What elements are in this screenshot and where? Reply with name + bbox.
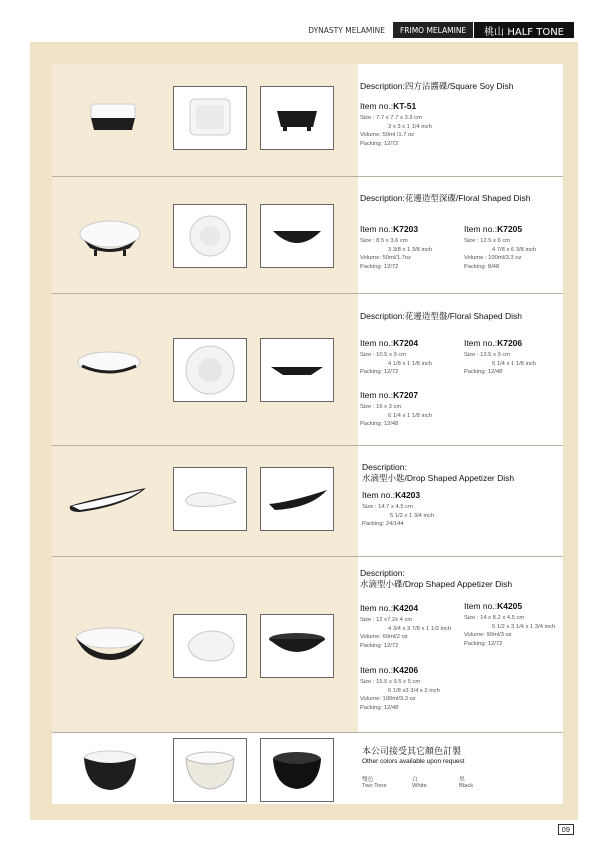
description: Description:四方沾醬碟/Square Soy Dish (360, 81, 514, 91)
spec-list: Size : 10.5 x 3 cm 4 1/8 x 1 1/8 inch Packing: 12/72 (360, 352, 433, 376)
floral-plate-black-photo (261, 339, 333, 401)
description: Description:花邊造型深碟/Floral Shaped Dish (360, 193, 531, 203)
floral-dish-top-photo (174, 205, 246, 267)
color-option: 白 White (412, 777, 427, 789)
spec-list: Size : 14 x 8.2 x 4.5 cm 5 1/2 x 3 1/4 x 1 3/4 inch Volume: 90ml/3 oz Packing: 12/72 (464, 615, 556, 647)
spec-list: Size : 14.7 x 4.5 cm 5 1/2 x 1 3/4 inch Packing: 24/144 (362, 504, 435, 528)
item-number: Item no.:K7205 (464, 224, 523, 234)
product-block (360, 193, 531, 204)
photo-frame (173, 467, 247, 531)
item-block (360, 329, 432, 377)
item-number: Item no.:KT-51 (360, 101, 417, 111)
section-divider (52, 556, 563, 557)
drop-spoon-black-photo (261, 468, 333, 530)
floral-plate-photo (76, 348, 142, 378)
catalog-panel (52, 64, 563, 804)
floral-plate-top-photo (174, 339, 246, 401)
description-title: 水滴型小匙/Drop Shaped Appetizer Dish (362, 473, 515, 483)
item-block (360, 215, 432, 271)
item-number: Item no.:K4203 (362, 490, 421, 500)
item-number: Item no.:K4206 (360, 665, 419, 675)
square-dish-photo (88, 100, 138, 134)
drop-spoon-photo (66, 482, 152, 516)
spec-list: Size : 13.5 x 3 cm 5 1/4 x 1 1/8 inch Packing: 12/48 (464, 352, 537, 376)
item-number: Item no.:K4204 (360, 603, 419, 613)
spec-list: Size : 12 x7.2x 4 cm 4 3/4 x 3 7/8 x 1 1/2 inch Volume: 60ml/2 oz Packing: 12/72 (360, 617, 452, 649)
section-divider (52, 293, 563, 294)
tab-frimo: FRIMO MELAMINE (392, 22, 473, 38)
page-number: 09 (558, 824, 574, 835)
product-block (362, 462, 514, 529)
item-block (464, 215, 536, 271)
spec-list: Size : 8.5 x 3.6 cm 3 3/8 x 1 3/8 inch Volume: 50ml/1.7oz Packing: 12/72 (360, 238, 433, 270)
photo-frame (260, 86, 334, 150)
color-note-en: Other colors available upon request (362, 758, 465, 765)
photo-frame (260, 614, 334, 678)
description: Description: (362, 462, 407, 472)
item-number: Item no.:K7207 (360, 390, 419, 400)
item-block (360, 381, 432, 429)
floral-dish-black-photo (261, 205, 333, 267)
photo-frame (173, 614, 247, 678)
photo-frame (173, 204, 247, 268)
spec-list: Size : 15.5 x 9.5 x 5 cm 6 1/8 x3 3/4 x 2 inch Volume: 100ml/3.3 oz Packing: 12/48 (360, 679, 440, 711)
color-option: 黑 Black (459, 777, 474, 789)
item-number: Item no.:K7204 (360, 338, 419, 348)
photo-frame (260, 338, 334, 402)
drop-spoon-top-photo (174, 468, 246, 530)
section-divider (52, 445, 563, 446)
section-divider (52, 732, 563, 733)
item-block (360, 594, 451, 650)
description: Description:花邊造型盤/Floral Shaped Dish (360, 311, 523, 321)
spec-list: Size : 12.5 x 6 cm 4 7/8 x 6 3/8 inch Volume : 100ml/3.3 oz Packing: 8/48 (464, 238, 537, 270)
photo-frame (173, 86, 247, 150)
photo-frame (173, 338, 247, 402)
photo-frame (173, 738, 247, 802)
two-tone-bowl-photo (82, 748, 138, 794)
color-note-cn: 本公司接受其它顏色訂製 (362, 746, 462, 756)
item-number: Item no.:K7203 (360, 224, 419, 234)
description: Description: (360, 568, 405, 578)
header-tabs (301, 22, 574, 38)
item-number: Item no.:K7206 (464, 338, 523, 348)
item-block (464, 329, 536, 377)
spec-list: Size : 7.7 x 7.7 x 3.3 cm 3 x 3 x 1 1/4 inch Volume: 50ml /1.7 oz Packing: 12/72 (360, 115, 432, 147)
spec-list: Size : 16 x 3 cm 6 1/4 x 1 1/8 inch Packing: 12/48 (360, 404, 433, 428)
product-block (360, 81, 514, 148)
item-block (360, 656, 440, 712)
floral-deep-dish-photo (78, 214, 142, 260)
description-title: 水滴型小碟/Drop Shaped Appetizer Dish (360, 579, 513, 589)
photo-frame (260, 204, 334, 268)
drop-dish-black-photo (261, 615, 333, 677)
color-note (362, 744, 465, 765)
photo-frame (260, 467, 334, 531)
item-number: Item no.:K4205 (464, 601, 523, 611)
photo-frame (260, 738, 334, 802)
tab-halftone: 桃山 HALF TONE (473, 22, 574, 38)
square-dish-black-photo (261, 87, 333, 149)
tab-dynasty: DYNASTY MELAMINE (308, 25, 385, 35)
item-block (464, 592, 555, 648)
product-block (360, 568, 512, 590)
drop-dish-photo (74, 626, 146, 662)
product-block (360, 311, 522, 322)
white-bowl-photo (174, 739, 246, 801)
drop-dish-top-photo (174, 615, 246, 677)
section-divider (52, 176, 563, 177)
black-bowl-photo (261, 739, 333, 801)
color-option: 雙色 Two Tone (362, 777, 387, 789)
square-dish-top-photo (174, 87, 246, 149)
